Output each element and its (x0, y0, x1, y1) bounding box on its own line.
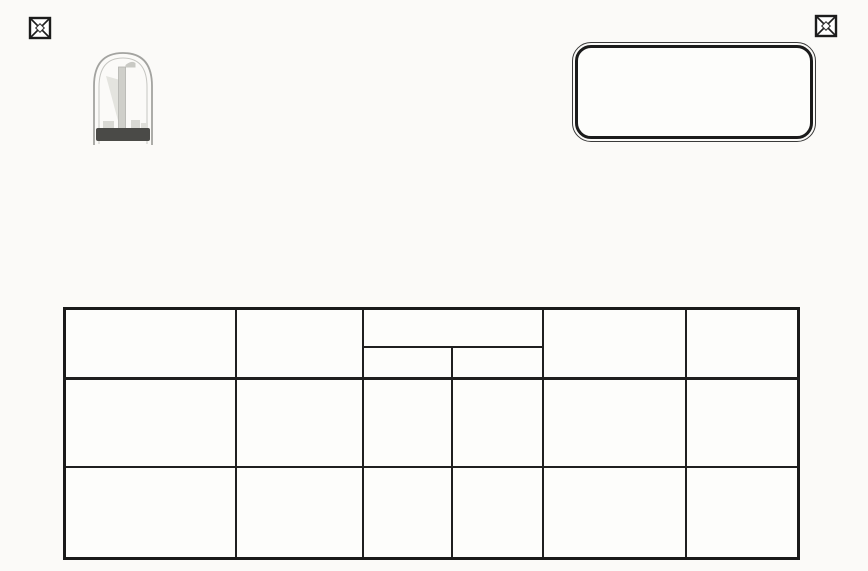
table-row (65, 467, 799, 559)
header-day-date (686, 309, 799, 379)
exam-schedule-table (63, 307, 800, 560)
document-title-block (70, 152, 798, 165)
cell-duration (236, 467, 363, 559)
cell-to (363, 379, 452, 467)
cell-notes (65, 379, 236, 467)
cell-notes (65, 467, 236, 559)
org-header-box (575, 45, 813, 139)
ornamental-border-left (27, 42, 55, 571)
cell-to (363, 467, 452, 559)
cell-duration (236, 379, 363, 467)
header-grade (543, 309, 686, 379)
cell-from (452, 467, 543, 559)
ornamental-border-right (813, 40, 841, 571)
cell-grade (543, 379, 686, 467)
ornamental-border-top (50, 13, 812, 41)
header-exam-time (363, 309, 542, 347)
corner-ornament-top-left (27, 15, 53, 41)
header-to (363, 347, 452, 379)
table-row (65, 379, 799, 467)
cell-from (452, 379, 543, 467)
cairo-education-logo (84, 44, 162, 154)
cell-day-date (686, 379, 799, 467)
cell-grade (543, 467, 686, 559)
corner-ornament-top-right (813, 13, 839, 39)
cell-day-date (686, 467, 799, 559)
header-from (452, 347, 543, 379)
header-notes (65, 309, 236, 379)
header-duration (236, 309, 363, 379)
